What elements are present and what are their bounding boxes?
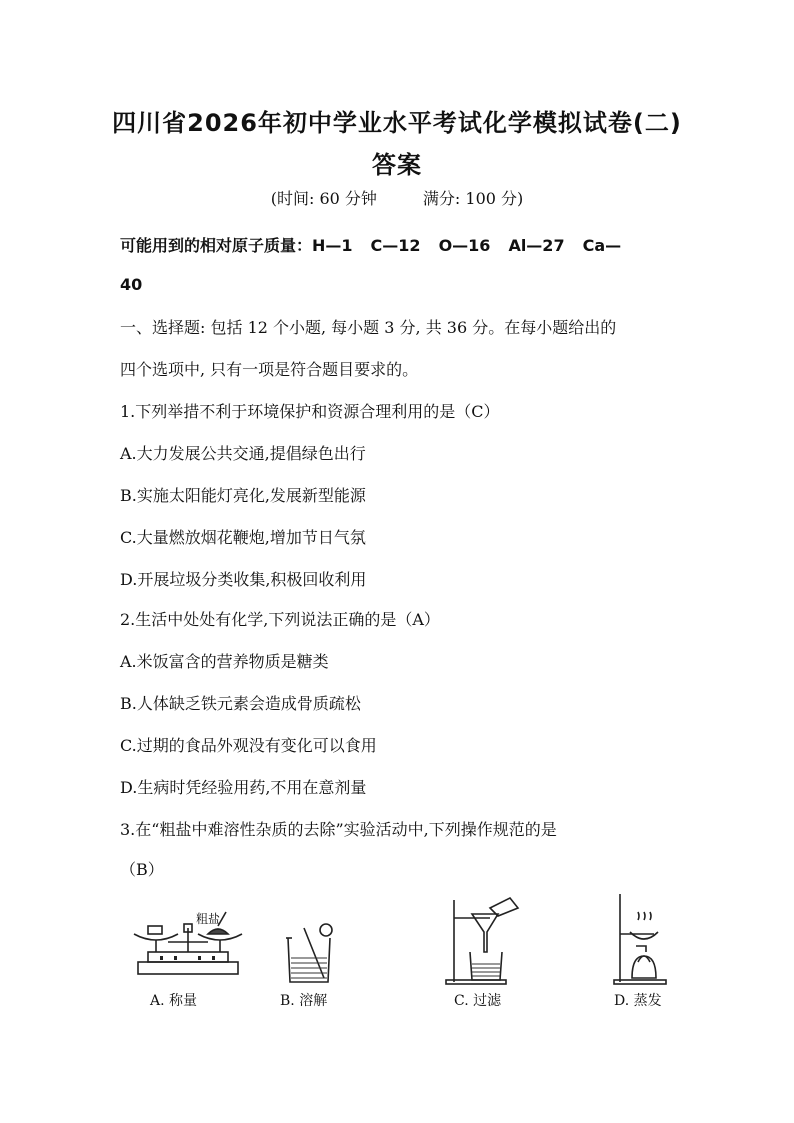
caption-evaporating: D. 蒸发 (614, 993, 662, 1009)
exam-meta (0, 186, 794, 209)
beaker-stirring-figure (280, 890, 340, 985)
section-heading (120, 315, 680, 338)
time-limit: (时间: 60 分钟 (270, 189, 377, 208)
q1-option-d: D.开展垃圾分类收集,积极回收利用 (120, 570, 367, 589)
atomic-mass-al: Al—27 (508, 236, 565, 255)
caption-filtering: C. 过滤 (454, 993, 502, 1009)
caption-dissolving: B. 溶解 (280, 993, 328, 1009)
evaporation-apparatus-figure (610, 890, 670, 985)
balance-scale-figure (128, 890, 248, 985)
q1-option-c: C.大量燃放烟花鞭炮,增加节日气氛 (120, 528, 366, 547)
caption-weighing: A. 称量 (150, 993, 198, 1009)
q1-stem: 1.下列举措不利于环境保护和资源合理利用的是（C） (120, 402, 500, 421)
full-score: 满分: 100 分) (422, 189, 524, 208)
section-heading-text: 一、选择题: 包括 12 个小题, 每小题 3 分, 共 36 分。在每小题给出的 (120, 318, 617, 337)
q3-answer: （B） (120, 860, 164, 879)
atomic-mass-c: C—12 (370, 236, 421, 255)
crude-salt-label: 粗盐 (196, 912, 221, 926)
q2-stem: 2.生活中处处有化学,下列说法正确的是（A） (120, 610, 440, 629)
atomic-mass-o: O—16 (438, 236, 491, 255)
q2-option-a: A.米饭富含的营养物质是糖类 (120, 652, 329, 671)
q3-stem: 3.在“粗盐中难溶性杂质的去除”实验活动中,下列操作规范的是 (120, 820, 557, 839)
atomic-mass-label: 可能用到的相对原子质量： (120, 236, 313, 255)
atomic-mass-ca: Ca— (582, 236, 622, 255)
q1-option-b: B.实施太阳能灯亮化,发展新型能源 (120, 486, 366, 505)
q3-figure-row (120, 890, 700, 1015)
q2-option-d: D.生病时凭经验用药,不用在意剂量 (120, 778, 367, 797)
atomic-mass-overflow: 40 (120, 275, 143, 294)
filtration-apparatus-figure (442, 890, 522, 985)
q1-option-a: A.大力发展公共交通,提倡绿色出行 (120, 444, 366, 463)
atomic-mass-line (120, 233, 680, 256)
page-title: 四川省2026年初中学业水平考试化学模拟试卷(二) (112, 109, 682, 137)
page-subtitle: 答案 (372, 151, 422, 179)
q2-option-c: C.过期的食品外观没有变化可以食用 (120, 736, 377, 755)
section-instructions: 四个选项中, 只有一项是符合题目要求的。 (120, 360, 419, 379)
atomic-mass-h: H—1 (312, 236, 353, 255)
q2-option-b: B.人体缺乏铁元素会造成骨质疏松 (120, 694, 361, 713)
